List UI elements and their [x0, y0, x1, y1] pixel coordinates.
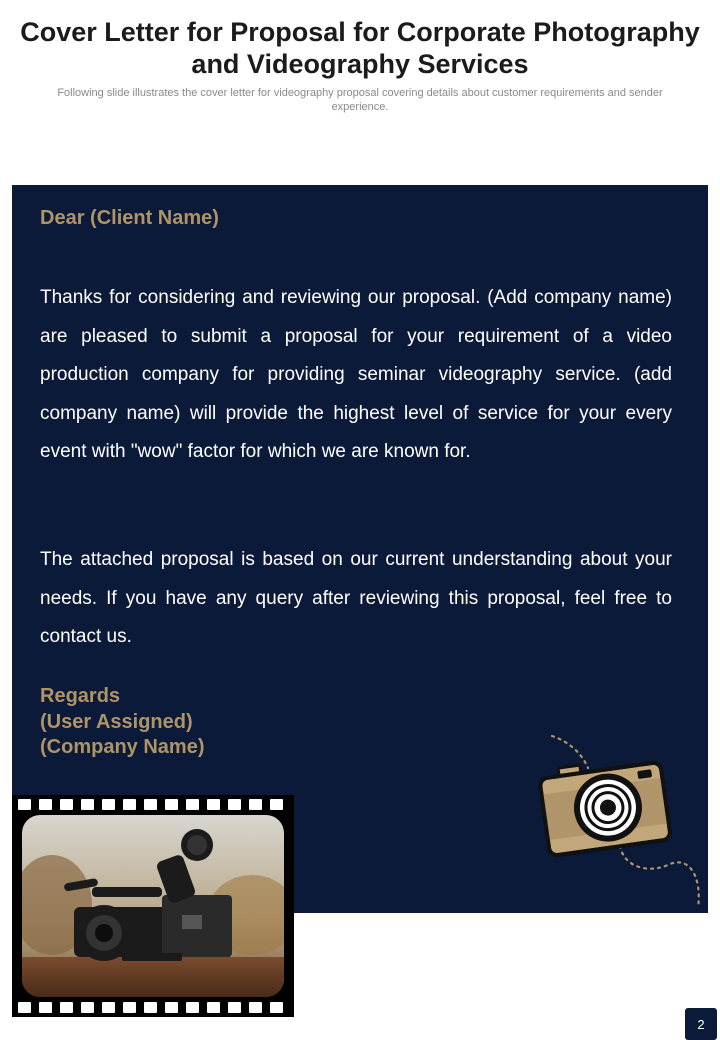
signoff-company: (Company Name)	[40, 736, 205, 758]
signoff-regards: Regards	[40, 685, 121, 707]
signoff-user: (User Assigned)	[40, 710, 193, 733]
page-subtitle: Following slide illustrates the cover letter for videography proposal covering details about customer requirements and sender experience.	[57, 87, 663, 113]
photo-camera-icon	[520, 728, 710, 913]
letter-paragraph-1: Thanks for considering and reviewing our proposal. (Add company name) are pleased to submit a proposal for your requirement of a video production company for providing seminar videography service. (add company name) will provide the highest level of service for your every event with "wow" factor for which we are known for.	[40, 287, 672, 462]
letter-signoff	[40, 684, 204, 761]
film-strip-image	[12, 795, 294, 1017]
letter-paragraph-2: The attached proposal is based on our current understanding about your needs. If you have any query after reviewing this proposal, feel free to contact us.	[40, 549, 672, 647]
page-title: Cover Letter for Proposal for Corporate Photography and Videography Services	[20, 17, 700, 79]
letter-salutation: Dear (Client Name)	[40, 207, 219, 229]
page-number: 2	[685, 1008, 717, 1040]
